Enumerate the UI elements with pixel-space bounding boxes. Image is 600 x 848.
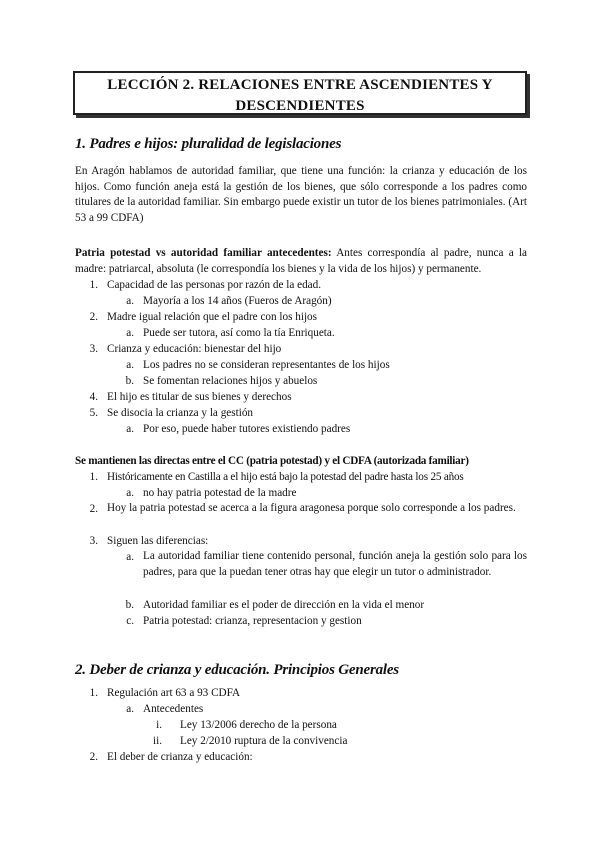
list-letter: a. <box>126 295 134 307</box>
patria-bold-label: Patria potestad vs autoridad familiar antecedentes: <box>75 247 332 259</box>
list-subitem: Puede ser tutora, así como la tía Enriqueta. <box>143 327 335 339</box>
list-item: Madre igual relación que el padre con los hijos <box>107 311 318 323</box>
list-subitem: no hay patria potestad de la madre <box>143 487 297 499</box>
list-number: 3. <box>89 535 98 547</box>
list-item: Se disocia la crianza y la gestión <box>107 407 254 419</box>
list-subitem: Los padres no se consideran representantes de los hijos <box>143 359 390 371</box>
list-letter: c. <box>126 615 134 627</box>
list-letter: a. <box>126 359 134 371</box>
list-subitem: Mayoría a los 14 años (Fueros de Aragón) <box>143 295 332 307</box>
list-subitem: Se fomentan relaciones hijos y abuelos <box>143 375 318 387</box>
list-letter: a. <box>126 487 134 499</box>
list-number: 1. <box>89 471 98 483</box>
list-number: 2. <box>89 311 98 323</box>
list-item: El deber de crianza y educación: <box>107 751 253 763</box>
section1-heading: 1. Padres e hijos: pluralidad de legislaciones <box>75 136 342 152</box>
list-subsubitem: Ley 2/2010 ruptura de la convivencia <box>180 735 348 747</box>
list-item: Históricamente en Castilla a el hijo está bajo la potestad del padre hasta los 25 años <box>107 471 464 483</box>
list-letter: a. <box>126 327 134 339</box>
list-subitem: Por eso, puede haber tutores existiendo padres <box>143 423 351 435</box>
list-number: 5. <box>89 407 98 419</box>
list-item: Crianza y educación: bienestar del hijo <box>107 343 282 355</box>
list-subitem: Autoridad familiar es el poder de dirección en la vida el menor <box>143 599 425 611</box>
patria-paragraph <box>75 246 527 277</box>
list-number: 1. <box>89 279 98 291</box>
list-letter: a. <box>126 551 134 563</box>
list-item: Capacidad de las personas por razón de la edad. <box>107 279 322 291</box>
list-letter: a. <box>126 703 134 715</box>
list-letter: b. <box>125 375 134 387</box>
list-number: 3. <box>89 343 98 355</box>
list-number: 1. <box>89 687 98 699</box>
mantienen-heading: Se mantienen las directas entre el CC (patria potestad) y el CDFA (autorizada familiar) <box>75 455 469 467</box>
lesson-title-line1: LECCIÓN 2. RELACIONES ENTRE ASCENDIENTES Y <box>107 77 493 93</box>
list-item: Siguen las diferencias: <box>107 535 209 547</box>
list-item: Hoy la patria potestad se acerca a la figura aragonesa porque solo corresponde a los padres. <box>107 502 516 514</box>
list-subitem: Antecedentes <box>143 703 204 715</box>
list-item: Regulación art 63 a 93 CDFA <box>107 687 241 699</box>
list-roman: i. <box>156 719 162 731</box>
lesson-title-line2: DESCENDIENTES <box>235 98 365 114</box>
list-item: El hijo es titular de sus bienes y derechos <box>107 391 292 403</box>
list-number: 2. <box>89 751 98 763</box>
list-number: 2. <box>89 503 98 515</box>
list-letter: b. <box>125 599 134 611</box>
section1-intro: En Aragón hablamos de autoridad familiar, que tiene una función: la crianza y educación de los hijos. Como función aneja está la gestión de los bienes, que sólo corresponde a los padres como titulares de la autoridad familiar. Sin embargo puede existir un tutor de los bienes patrimoniales. (Art 53 a 99 CDFA) <box>75 165 527 224</box>
list-letter: a. <box>126 423 134 435</box>
lesson-title-box <box>73 71 527 115</box>
list-subsubitem: Ley 13/2006 derecho de la persona <box>180 719 337 731</box>
patria-text: Antes correspondía al padre, nunca a la madre: patriarcal, absoluta (le correspondía los bienes y la vida de los hijos) y permanente. <box>75 247 528 275</box>
list-roman: ii. <box>152 735 162 747</box>
list-subitem: Patria potestad: crianza, representacion y gestion <box>143 615 362 627</box>
list-subitem: La autoridad familiar tiene contenido personal, función aneja la gestión solo para los padres, para que la puedan tener otras hay que elegir un tutor o administrador. <box>143 550 527 578</box>
section2-heading: 2. Deber de crianza y educación. Principios Generales <box>75 662 399 678</box>
list-number: 4. <box>89 391 98 403</box>
